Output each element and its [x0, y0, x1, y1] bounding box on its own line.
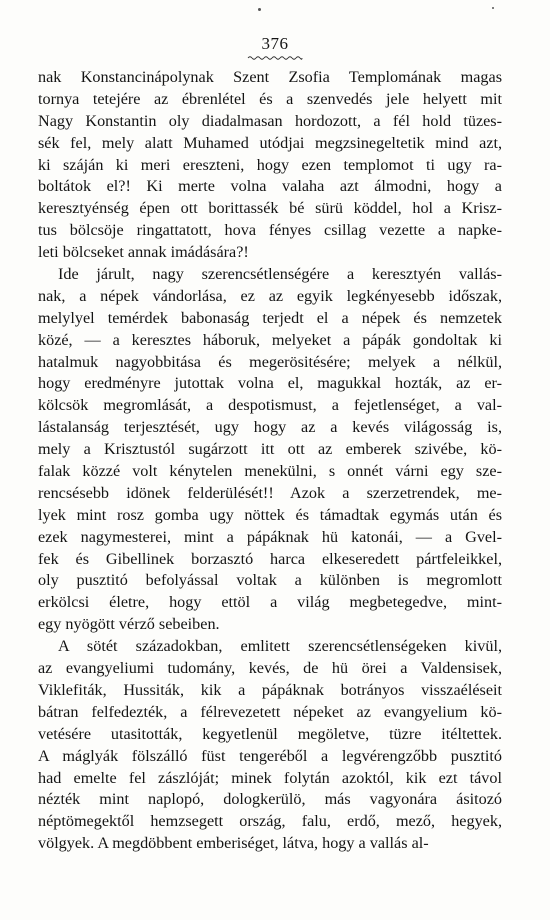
text-line: néptömegektől hemzsegett ország, falu, erdő, mező, hegyek, [38, 812, 502, 831]
text-line: falak közzé volt kénytelen menekülni, s onnét várni egy sze- [38, 462, 502, 481]
text-line: az evangyeliumi tudomány, kevés, de hü örei a Valdensisek, [38, 659, 502, 678]
text-line: Nagy Konstantin oly diadalmasan hordozott, a fél hold tüzes- [38, 111, 502, 130]
text-line: ezek nagymesterei, mint a pápáknak hü katonái, — a Gvel- [38, 527, 502, 546]
print-speck [492, 7, 494, 9]
text-line: Viklefiták, Hussiták, kik a pápáknak botrányos visszaéléseit [38, 680, 502, 699]
text-line: nak Konstancinápolynak Szent Zsofia Templomának magas [38, 68, 502, 86]
text-line: sék fel, mely alatt Muhamed utódjai megzsinegeltetik mind azt, [38, 133, 502, 152]
text-line: Ide járult, nagy szerencsétlenségére a keresztyén vallás- [58, 265, 502, 284]
text-line: hatalmuk nagyobbitása és megerösitésére; melyek a nélkül, [38, 352, 502, 371]
paragraph [38, 264, 502, 636]
paragraph [38, 67, 502, 264]
text-line: közé, — a keresztes háboruk, melyeket a pápák gondoltak ki [38, 330, 502, 349]
page-header [0, 34, 550, 61]
text-line: had emelte fel zászlóját; minek folytán azoktól, kik ezt távol [38, 768, 502, 787]
text-line: lástalanság terjesztését, ugy hogy az a kevés világosság is, [38, 418, 502, 437]
text-line: lyek mint rosz gomba ugy nöttek és támadtak egymás után és [38, 505, 502, 524]
text-line: keresztyénség épen ott borittassék bé sürü köddel, hol a Krisz- [38, 199, 502, 218]
text-line: A máglyák fölszálló füst tengeréből a legvérengzőbb pusztitó [38, 746, 502, 765]
text-line: völgyek. A megdöbbent emberiséget, látva, hogy a vallás al- [38, 834, 429, 853]
text-line: vetésére utasitották, kegyetlenül megöletve, tüzre itéltettek. [38, 724, 502, 743]
text-line: leti bölcseket annak imádására?! [38, 243, 249, 262]
text-line: mely a Krisztustól sugárzott itt ott az emberek szivébe, kö- [38, 440, 502, 459]
body-text [38, 67, 502, 855]
text-line: oly pusztitó befolyással voltak a különben is megromlott [38, 571, 502, 590]
text-line: rencsésebb idönek felderülését!! Azok a szerzetrendek, me- [38, 483, 502, 502]
text-line: nak, a népek vándorlása, ez az egyik legkényesebb időszak, [38, 286, 502, 305]
print-speck [258, 8, 261, 11]
text-line: bátran felfedezték, a félrevezetett népeket az evangyelium kö- [38, 702, 502, 721]
text-line: fek és Gibellinek borzasztó harca elkeseredett pártfeleikkel, [38, 549, 502, 568]
text-line: hogy eredményre jutottak volna el, magukkal hozták, az er- [38, 374, 502, 393]
text-line: kölcsök megromlását, a despotismust, a fejetlenséget, a val- [38, 396, 502, 415]
text-line: A sötét századokban, emlitett szerencsétlenségeken kivül, [58, 637, 502, 656]
text-line: tornya tetejére az ébrenlétel és a szenvedés jele helyett mit [38, 89, 502, 108]
text-line: nézték mint naplopó, dologkerülö, más vagyonára ásitozó [38, 790, 502, 809]
paragraph [38, 636, 502, 855]
text-line: egy nyögött vérző sebeiben. [38, 615, 220, 634]
text-line: ki száján ki meri ereszteni, hogy ezen templomot ti ugy ra- [38, 155, 502, 174]
page-number: 376 [261, 34, 289, 53]
text-line: boltátok el?! Ki merte volna valaha azt álmodni, hogy a [38, 177, 502, 196]
text-line: melylyel temérdek babonaság terjedt el a népek és nemzetek [38, 308, 502, 327]
text-line: erkölcsi életre, hogy ettöl a világ megbetegedve, mint- [38, 593, 502, 612]
wavy-rule-ornament [247, 55, 303, 61]
text-line: tus bölcsöje ringattatott, hova fényes csillag vezette a napke- [38, 221, 502, 240]
